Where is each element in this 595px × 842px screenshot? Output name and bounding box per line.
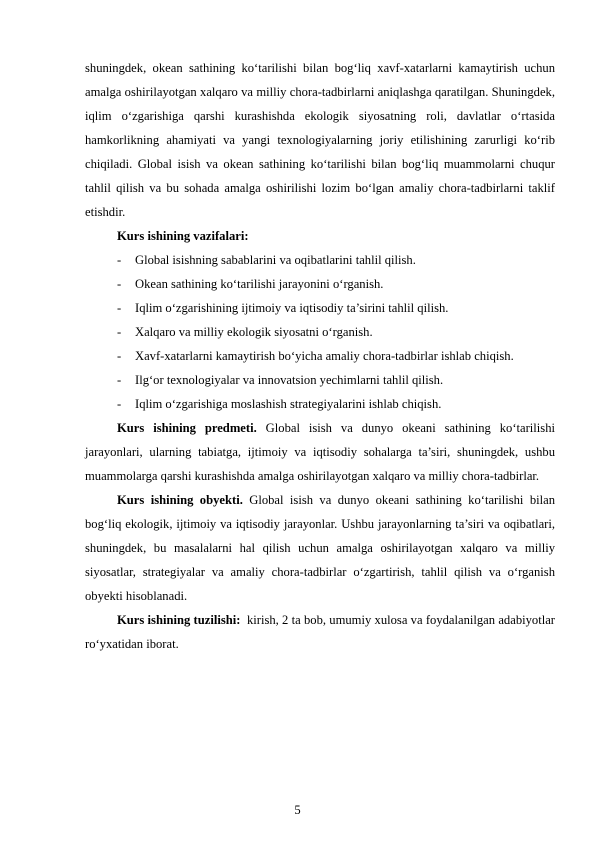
structure-paragraph bbox=[85, 608, 559, 656]
task-item: - Ilg‘or texnologiyalar va innovatsion yechimlarni tahlil qilish. bbox=[85, 368, 555, 392]
object-label: Kurs ishining obyekti. bbox=[117, 493, 243, 507]
subject-label: Kurs ishining predmeti. bbox=[117, 421, 257, 435]
intro-paragraph: shuningdek, okean sathining ko‘tarilishi bilan bog‘liq xavf-xatarlarni kamaytirish uchun amalga oshirilayotgan xalqaro va milliy chora-tadbirlarni aniqlashga qaratilgan. Shuningdek, iqlim o‘zgarishiga qarshi kurashishda ekologik siyosatning roli, davlatlar o‘rtasida hamkorlikning ahamiyati va yangi texnologiyalarning joriy etilishining zarurligi ko‘rib chiqiladi. Global isish va okean sathining ko‘tarilishi bilan bog‘liq muammolarni chuqur tahlil qilish va bu sohada amalga oshirilishi lozim bo‘lgan amaliy chora-tadbirlarni taklif etishdir. bbox=[85, 61, 555, 219]
tasks-list bbox=[85, 248, 555, 416]
page-number: 5 bbox=[294, 803, 301, 817]
structure-text: kirish, 2 ta bob, umumiy xulosa va foydalanilgan adabiyotlar ro‘yxatidan iborat. bbox=[85, 613, 559, 651]
subject-paragraph bbox=[85, 416, 555, 488]
dash-bullet: - bbox=[117, 301, 122, 315]
dash-bullet: - bbox=[117, 277, 122, 291]
dash-bullet: - bbox=[117, 325, 122, 339]
dash-bullet: - bbox=[117, 349, 122, 363]
object-text: Global isish va dunyo okeani sathining ko‘tarilishi bilan bog‘liq ekologik, ijtimoiy va iqtisodiy jarayonlar. Ushbu jarayonlarning ta’siri va oqibatlari, shuningdek, bu masalalarni hal qilish uchun amalga oshirilayotgan xalqaro va milliy siyosatlar, strategiyalar va amaliy chora-tadbirlar o‘zgartirish, tahlil qilish va o‘rganish obyekti hisoblanadi. bbox=[85, 493, 556, 603]
structure-label: Kurs ishining tuzilishi: bbox=[117, 613, 241, 627]
task-item: - Iqlim o‘zgarishining ijtimoiy va iqtisodiy ta’sirini tahlil qilish. bbox=[85, 296, 555, 320]
dash-bullet: - bbox=[117, 397, 122, 411]
dash-bullet: - bbox=[117, 373, 122, 387]
subject-text: Global isish va dunyo okeani sathining ko‘tarilishi jarayonlari, ularning tabiatga, ijtimoiy va iqtisodiy sohalarga ta’siri, shuningdek, ushbu muammolarga qarshi kurashishda amalga oshirilayotgan xalqaro va milliy chora-tadbirlar. bbox=[85, 421, 555, 483]
task-item: - Okean sathining ko‘tarilishi jarayonini o‘rganish. bbox=[85, 272, 555, 296]
document-page bbox=[85, 56, 559, 656]
task-item: - Xavf-xatarlarni kamaytirish bo‘yicha amaliy chora-tadbirlar ishlab chiqish. bbox=[85, 344, 555, 368]
task-item: - Iqlim o‘zgarishiga moslashish strategiyalarini ishlab chiqish. bbox=[85, 392, 555, 416]
dash-bullet: - bbox=[117, 253, 122, 267]
object-paragraph bbox=[85, 488, 555, 608]
tasks-heading: Kurs ishining vazifalari: bbox=[117, 229, 249, 243]
task-item: - Xalqaro va milliy ekologik siyosatni o‘rganish. bbox=[85, 320, 555, 344]
task-item: - Global isishning sabablarini va oqibatlarini tahlil qilish. bbox=[85, 248, 555, 272]
